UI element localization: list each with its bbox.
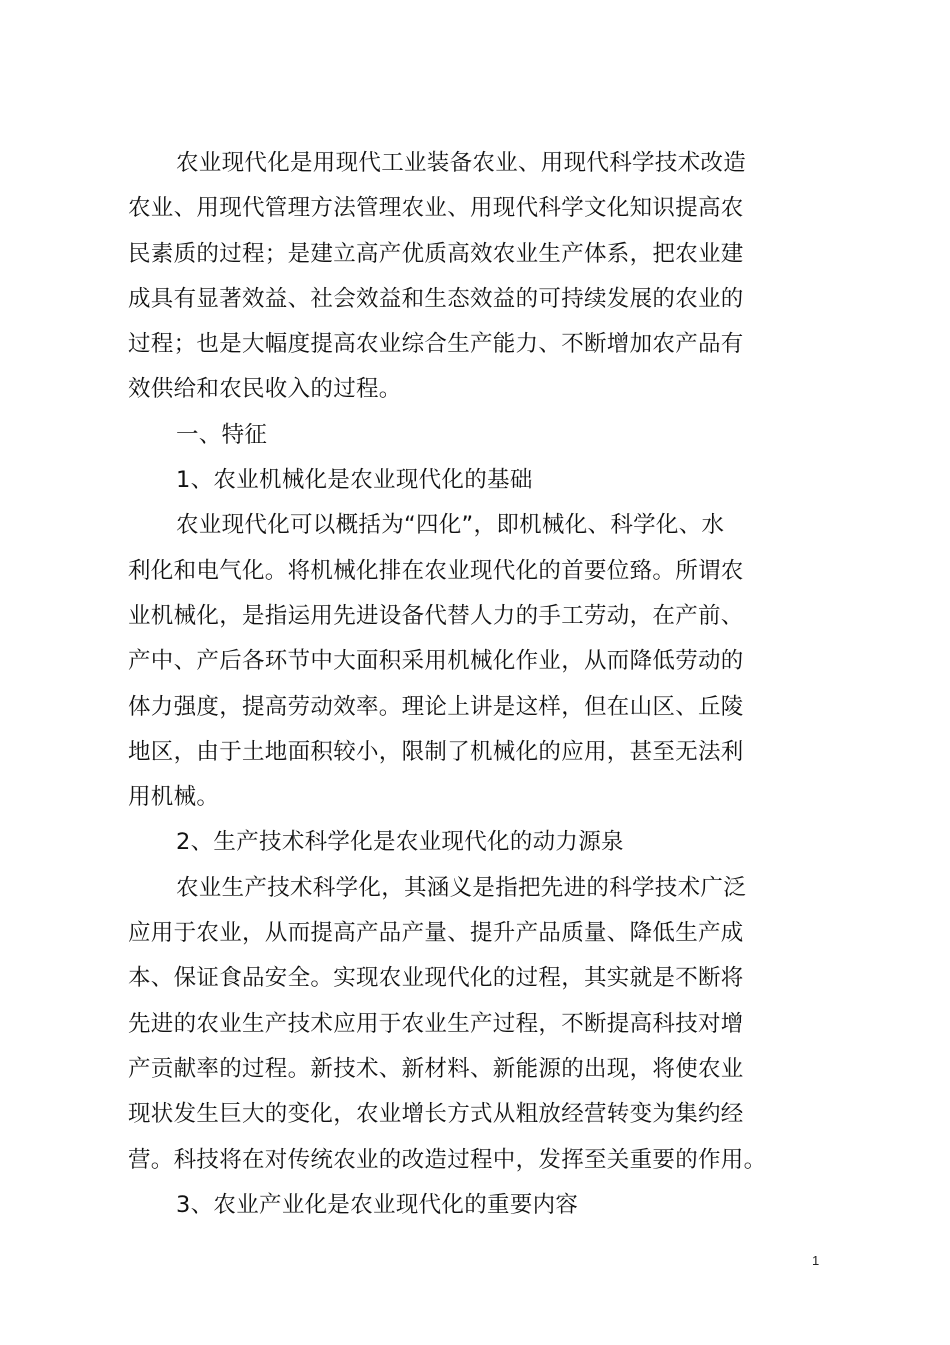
paragraph-line: 民素质的过程；是建立高产优质高效农业生产体系，把农业建 (128, 240, 744, 267)
document-body (128, 141, 768, 1228)
paragraph-line: 农业、用现代管理方法管理农业、用现代科学文化知识提高农 (128, 195, 744, 222)
paragraph-line: 体力强度，提高劳动效率。理论上讲是这样，但在山区、丘陵 (128, 693, 744, 720)
paragraph-line: 产贡献率的过程。新技术、新材料、新能源的出现，将使农业 (128, 1055, 744, 1082)
subsection-heading: 3、农业产业化是农业现代化的重要内容 (176, 1191, 579, 1218)
paragraph-line: 先进的农业生产技术应用于农业生产过程，不断提高科技对增 (128, 1010, 744, 1037)
paragraph-line: 业机械化，是指运用先进设备代替人力的手工劳动，在产前、 (128, 602, 744, 629)
paragraph-line: 应用于农业，从而提高产品产量、提升产品质量、降低生产成 (128, 920, 744, 947)
paragraph-line: 用机械。 (128, 784, 220, 811)
paragraph-line: 农业现代化是用现代工业装备农业、用现代科学技术改造 (176, 150, 747, 176)
paragraph-line: 营。科技将在对传统农业的改造过程中，发挥至关重要的作用。 (128, 1146, 767, 1173)
page-number: 1 (812, 1253, 820, 1268)
section-heading: 一、特征 (176, 421, 268, 448)
paragraph-line: 农业现代化可以概括为“四化”，即机械化、科学化、水 (176, 512, 725, 539)
paragraph-line: 产中、产后各环节中大面积采用机械化作业，从而降低劳动的 (128, 648, 744, 675)
subsection-heading: 1、农业机械化是农业现代化的基础 (176, 467, 533, 494)
paragraph-line: 效供给和农民收入的过程。 (128, 376, 402, 403)
subsection-heading: 2、生产技术科学化是农业现代化的动力源泉 (176, 829, 624, 856)
paragraph-line: 农业生产技术科学化，其涵义是指把先进的科学技术广泛 (176, 874, 747, 901)
paragraph-line: 地区，由于土地面积较小，限制了机械化的应用，甚至无法利 (128, 738, 744, 765)
paragraph-line: 利化和电气化。将机械化排在农业现代化的首要位臵。所谓农 (128, 557, 744, 584)
paragraph-line: 现状发生巨大的变化，农业增长方式从粗放经营转变为集约经 (128, 1101, 744, 1128)
paragraph-line: 本、保证食品安全。实现农业现代化的过程，其实就是不断将 (128, 965, 744, 992)
paragraph-line: 成具有显著效益、社会效益和生态效益的可持续发展的农业的 (128, 285, 744, 312)
paragraph-line: 过程；也是大幅度提高农业综合生产能力、不断增加农产品有 (128, 331, 744, 358)
